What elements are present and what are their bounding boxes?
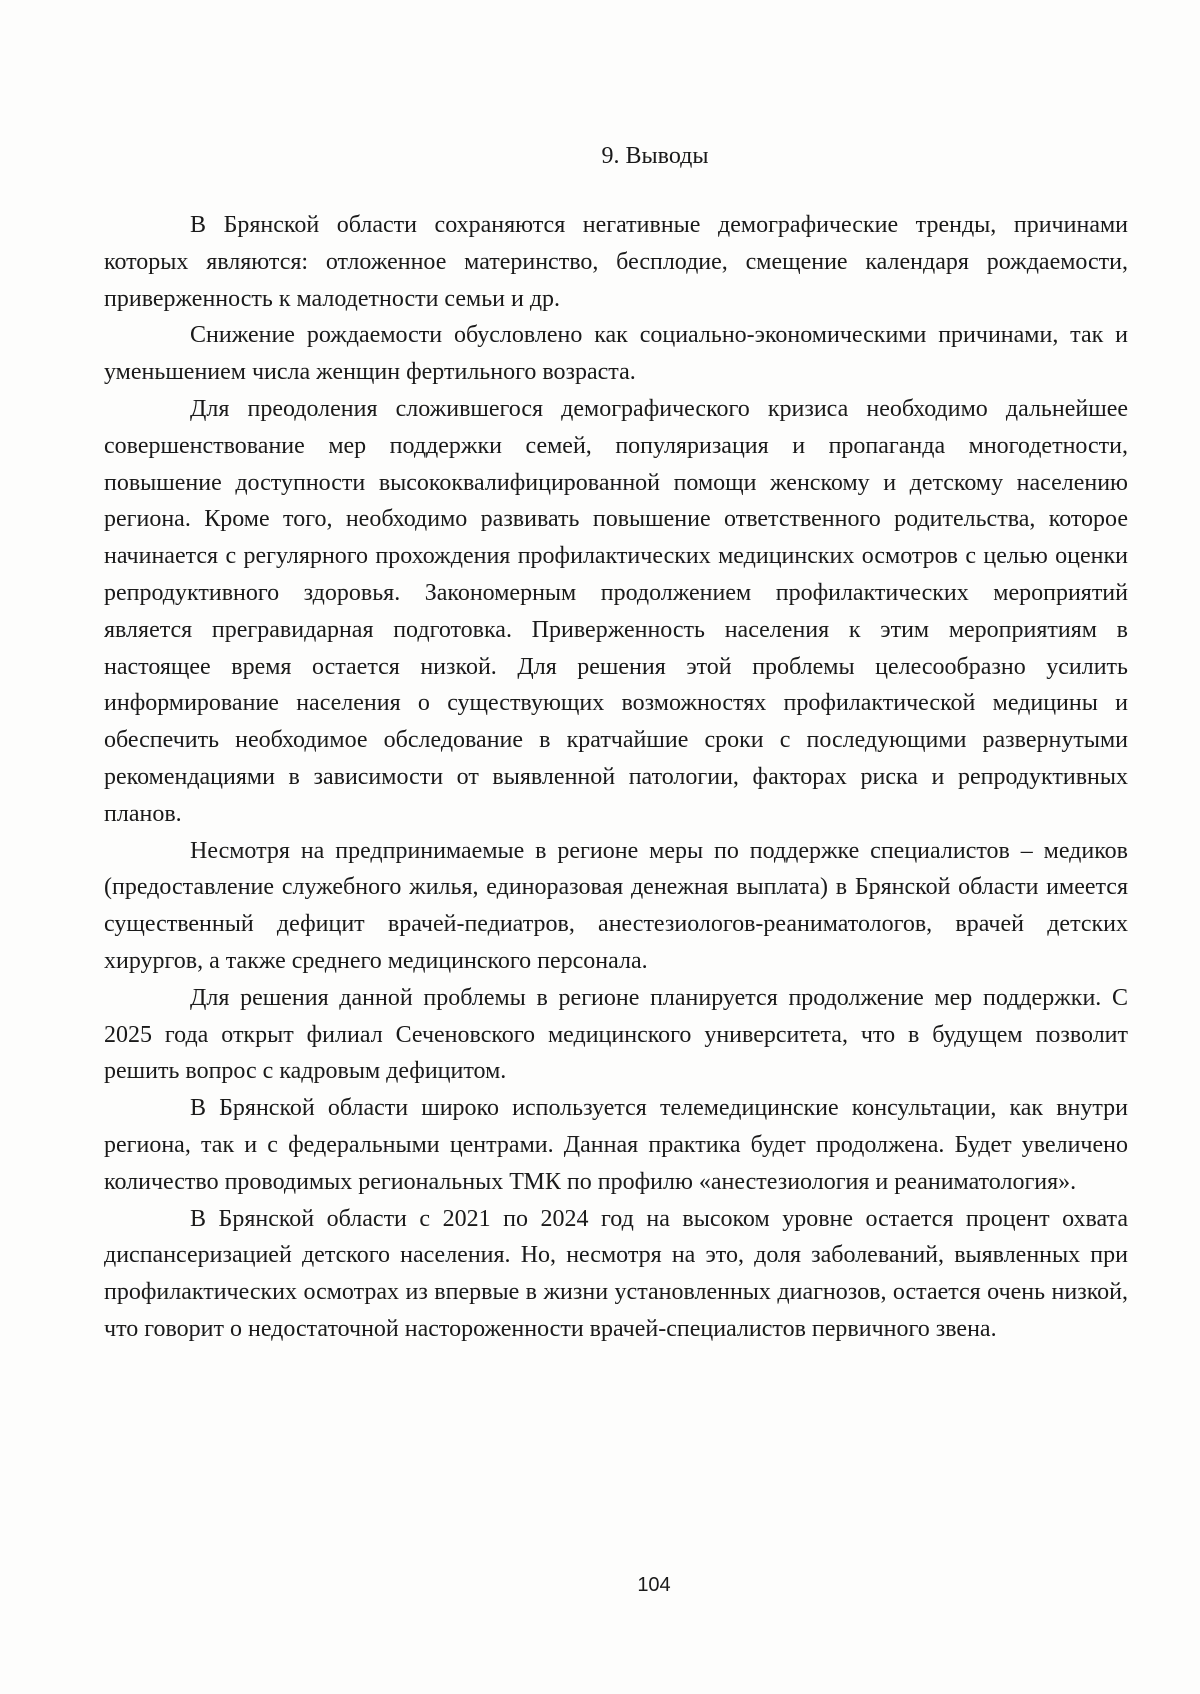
paragraph: Для решения данной проблемы в регионе планируется продолжение мер поддержки. С 2025 года открыт филиал Сеченовского медицинского университета, что в будущем позволит решить вопрос с кадровым дефицитом. xyxy=(104,984,1128,1085)
paragraph: В Брянской области сохраняются негативные демографические тренды, причинами которых являются: отложенное материнство, бесплодие, смещение календаря рождаемости, приверженность к малодетности семьи и др. xyxy=(104,212,1128,312)
paragraph: В Брянской области широко используется телемедицинские консультации, как внутри региона, так и с федеральными центрами. Данная практика будет продолжена. Будет увеличено количество проводимых региональных ТМК по профилю «анестезиология и реаниматология». xyxy=(104,1095,1128,1195)
paragraph: Для преодоления сложившегося демографического кризиса необходимо дальнейшее совершенствование мер поддержки семей, популяризация и пропаганда многодетности, повышение доступности высококвалифицированной помощи женскому и детскому населению региона. Кроме того, необходимо развивать повышение ответственного родительства, которое начинается с регулярного прохождения профилактических медицинских осмотров с целью оценки репродуктивного здоровья. Закономерным продолжением профилактических мероприятий является прегравидарная подготовка. Приверженность населения к этим мероприятиям в настоящее время остается низкой. Для решения этой проблемы целесообразно усилить информирование населения о существующих возможностях профилактической медицины и обеспечить необходимое обследование в кратчайшие сроки с последующими развернутыми рекомендациями в зависимости от выявленной патологии, факторах риска и репродуктивных планов. xyxy=(104,395,1128,827)
paragraph: Снижение рождаемости обусловлено как социально-экономическими причинами, так и уменьшением числа женщин фертильного возраста. xyxy=(104,322,1128,386)
page-number: 104 xyxy=(637,1574,671,1596)
paragraph: Несмотря на предпринимаемые в регионе меры по поддержке специалистов – медиков (предоставление служебного жилья, единоразовая денежная выплата) в Брянской области имеется существенный дефицит врачей-педиатров, анестезиологов-реаниматологов, врачей детских хирургов, а также среднего медицинского персонала. xyxy=(104,837,1128,974)
body-text xyxy=(104,207,1128,1348)
section-title: 9. Выводы xyxy=(601,143,709,169)
paragraph: В Брянской области с 2021 по 2024 год на высоком уровне остается процент охвата диспансеризацией детского населения. Но, несмотря на это, доля заболеваний, выявленных при профилактических осмотрах из впервые в жизни установленных диагнозов, остается очень низкой, что говорит о недостаточной настороженности врачей-специалистов первичного звена. xyxy=(104,1205,1128,1342)
